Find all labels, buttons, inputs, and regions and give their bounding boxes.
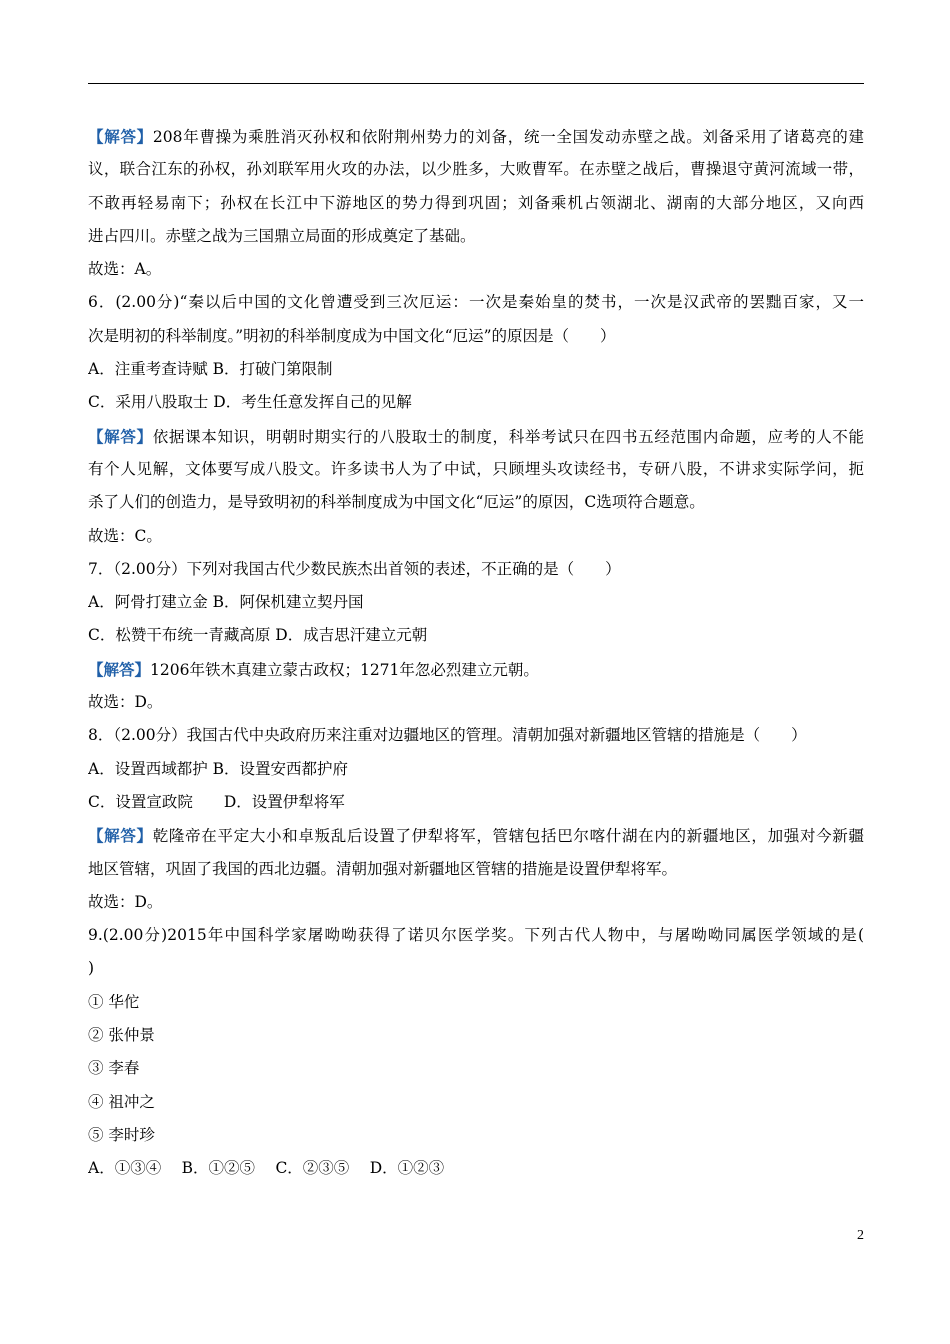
question-9-item-4: ④ 祖冲之 (88, 1092, 155, 1111)
answer-8-result: 故选：D。 (88, 892, 163, 911)
question-9-item-1: ① 华佗 (88, 992, 140, 1011)
answer-tag: 【解答】 (88, 426, 153, 446)
question-7-options-ab: A．阿骨打建立金 B．阿保机建立契丹国 (88, 593, 364, 612)
question-6-options-cd: C．采用八股取士 D．考生任意发挥自己的见解 (88, 393, 412, 412)
header-rule (88, 83, 864, 84)
answer-5-line-1: 【解答】208年曹操为乘胜消灭孙权和依附荆州势力的刘备，统一全国发动赤壁之战。刘备采用了诸葛亮的建 (88, 127, 864, 146)
answer-7-line: 【解答】1206年铁木真建立蒙古政权；1271年忽必烈建立元朝。 (88, 659, 539, 679)
question-7-stem: 7．（2.00分）下列对我国古代少数民族杰出首领的表述，不正确的是（ ） (88, 559, 621, 578)
question-9-item-3: ③ 李春 (88, 1059, 140, 1078)
question-6-stem-1: 6．(2.00分)“秦以后中国的文化曾遭受到三次厄运：一次是秦始皇的焚书，一次是汉武帝的罢黜百家，又一 (88, 293, 864, 312)
question-8-stem: 8．（2.00分）我国古代中央政府历来注重对边疆地区的管理。清朝加强对新疆地区管辖的措施是（ ） (88, 726, 807, 745)
page-number: 2 (857, 1228, 864, 1243)
question-9-options: A．①③④ B．①②⑤ C．②③⑤ D．①②③ (88, 1159, 445, 1178)
answer-5-result: 故选：A。 (88, 260, 162, 279)
answer-7-result: 故选：D。 (88, 693, 163, 712)
answer-tag: 【解答】 (88, 826, 153, 846)
answer-8-line-2: 地区管辖，巩固了我国的西北边疆。清朝加强对新疆地区管辖的措施是设置伊犁将军。 (88, 859, 678, 878)
answer-tag: 【解答】 (88, 127, 153, 146)
answer-5-line-3: 不敢再轻易南下；孙权在长江中下游地区的势力得到巩固；刘备乘机占领湖北、湖南的大部分地区，又向西 (88, 193, 864, 212)
question-6-options-ab: A．注重考查诗赋 B．打破门第限制 (88, 360, 333, 379)
answer-5-line-2: 议，联合江东的孙权，孙刘联军用火攻的办法，以少胜多，大败曹军。在赤壁之战后，曹操退守黄河流域一带， (88, 160, 864, 179)
answer-6-line-2: 有个人见解，文体要写成八股文。许多读书人为了中试，只顾埋头攻读经书，专研八股，不讲求实际学问，扼 (88, 459, 864, 478)
question-9-stem-1: 9.(2.00分)2015年中国科学家屠呦呦获得了诺贝尔医学奖。下列古代人物中，与屠呦呦同属医学领域的是( (88, 926, 864, 945)
answer-5-line-4: 进占四川。赤壁之战为三国鼎立局面的形成奠定了基础。 (88, 226, 476, 245)
answer-tag: 【解答】 (88, 659, 151, 679)
question-9-item-2: ② 张仲景 (88, 1026, 155, 1045)
question-8-options-ab: A．设置西域都护 B．设置安西都护府 (88, 759, 349, 778)
answer-6-line-3: 杀了人们的创造力，是导致明初的科举制度成为中国文化“厄运”的原因，C选项符合题意。 (88, 493, 705, 512)
question-8-options-cd: C．设置宣政院 D．设置伊犁将军 (88, 792, 345, 811)
question-9-item-5: ⑤ 李时珍 (88, 1125, 155, 1144)
answer-6-result: 故选：C。 (88, 526, 162, 545)
answer-8-line-1: 【解答】乾隆帝在平定大小和卓叛乱后设置了伊犁将军，管辖包括巴尔喀什湖在内的新疆地区，加强对今新疆 (88, 826, 864, 846)
question-7-options-cd: C．松赞干布统一青藏高原 D．成吉思汗建立元朝 (88, 626, 428, 645)
page-body (88, 120, 864, 1186)
answer-6-line-1: 【解答】依据课本知识，明朝时期实行的八股取士的制度，科举考试只在四书五经范围内命题，应考的人不能 (88, 426, 864, 446)
question-9-stem-2: ) (88, 959, 95, 978)
question-6-stem-2: 次是明初的科举制度。”明初的科举制度成为中国文化“厄运”的原因是（ ） (88, 326, 616, 345)
